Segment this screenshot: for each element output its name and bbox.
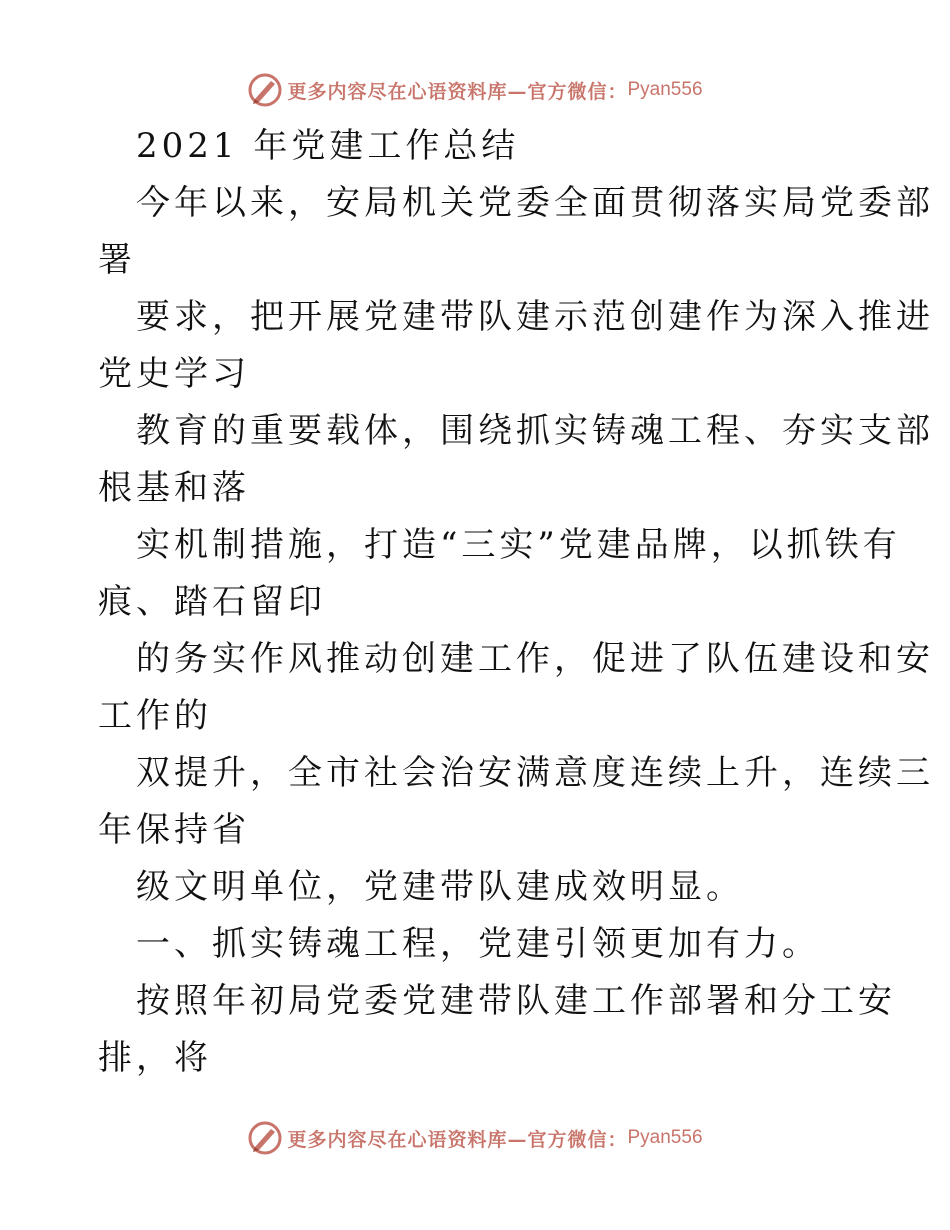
text-line: 痕、踏石留印	[98, 582, 326, 622]
pen-logo-icon	[247, 72, 283, 108]
text-line: 党史学习	[98, 354, 250, 394]
text-line: 排，将	[98, 1038, 212, 1078]
text-line: 级文明单位，党建带队建成效明显。	[136, 867, 744, 907]
banner-text: 更多内容尽在心语资料库—官方微信：	[287, 1128, 628, 1151]
section-heading: 一、抓实铸魂工程，党建引领更加有力。	[136, 924, 820, 964]
text-line: 署	[98, 240, 136, 280]
banner-wechat-id: Pyan556	[627, 1127, 703, 1148]
document-title: 2021 年党建工作总结	[136, 126, 520, 166]
text-line: 根基和落	[98, 468, 250, 508]
text-line: 按照年初局党委党建带队建工作部署和分工安	[136, 981, 896, 1021]
text-line: 的务实作风推动创建工作，促进了队伍建设和安	[136, 639, 934, 679]
text-line: 教育的重要载体，围绕抓实铸魂工程、夯实支部	[136, 411, 934, 451]
text-line: 工作的	[98, 696, 212, 736]
text-line: 实机制措施，打造“三实”党建品牌，以抓铁有	[136, 525, 901, 565]
footer-watermark-banner	[0, 1118, 950, 1158]
pen-logo-icon	[247, 1120, 283, 1156]
text-line: 双提升，全市社会治安满意度连续上升，连续三	[136, 753, 934, 793]
document-body	[98, 118, 934, 1087]
banner-wechat-id: Pyan556	[627, 79, 703, 100]
text-line: 要求，把开展党建带队建示范创建作为深入推进	[136, 297, 934, 337]
banner-text: 更多内容尽在心语资料库—官方微信：	[287, 80, 628, 103]
text-line: 年保持省	[98, 810, 250, 850]
header-watermark-banner	[0, 70, 950, 110]
text-line: 今年以来，安局机关党委全面贯彻落实局党委部	[136, 183, 934, 223]
